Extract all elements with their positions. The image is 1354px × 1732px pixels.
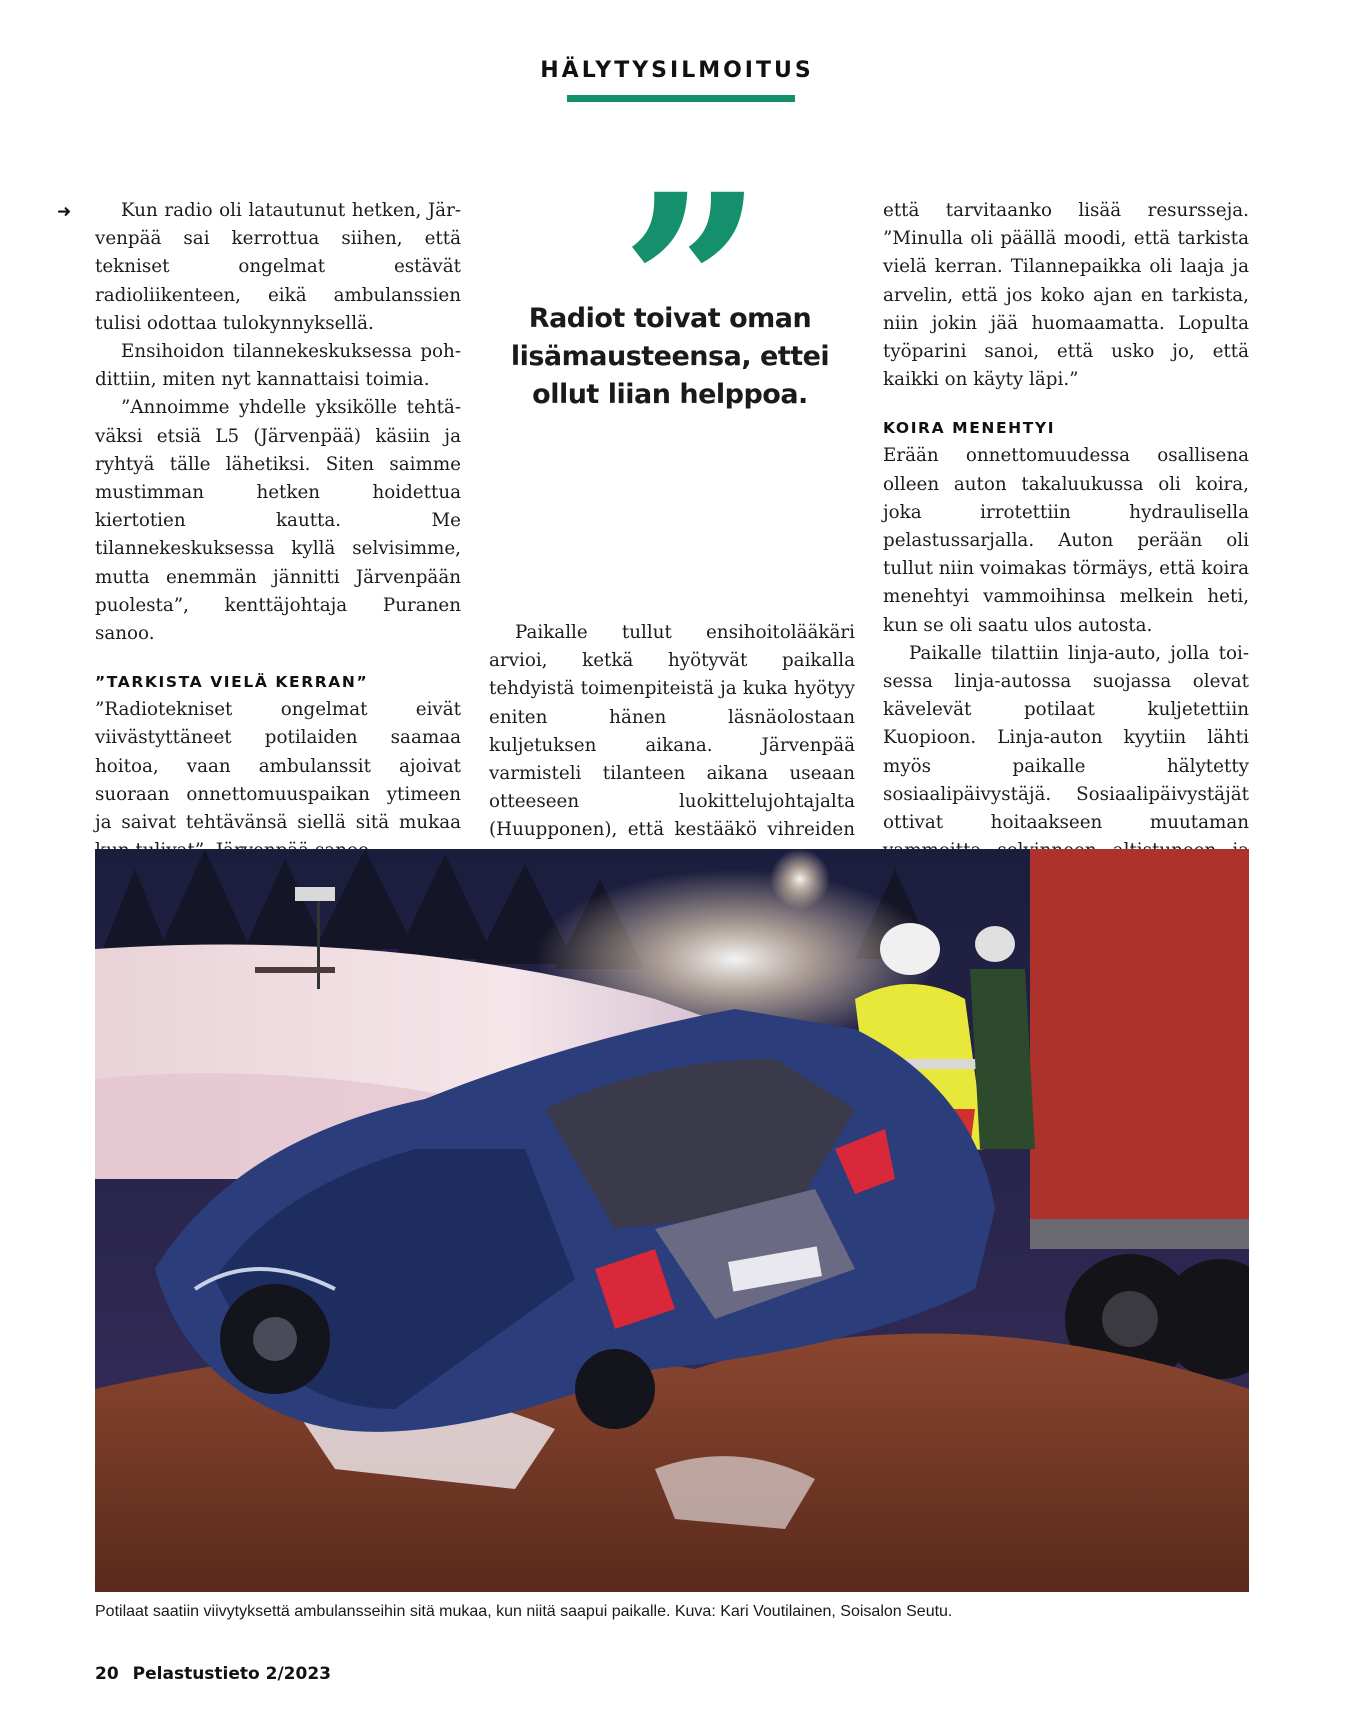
- article-column-2: [489, 619, 855, 873]
- paragraph: että tarvitaanko lisää resursseja. ”Minulla oli päällä moodi, että tarkista vielä kerran. Tilannepaikka oli laaja ja arvelin, että jos koko ajan en tarkista, niin jokin jää huomaamatta. Lopulta työparini sanoi, että usko jo, että kaikki on käyty läpi.”: [883, 200, 1249, 391]
- article-column-1: [95, 197, 461, 865]
- publication-name: Pelastustieto 2/2023: [132, 1664, 331, 1684]
- pull-quote: Radiot toivat oman lisämausteensa, ettei ollut liian helppoa.: [510, 303, 830, 410]
- paragraph: ”Annoimme yhdelle yksikölle tehtäväksi etsiä L5 (Järvenpää) käsiin ja ryhtyä tälle lähetiksi. Siten saimme mustimman hetken hoidettua kiertotien kautta. Me tilannekeskuksessa kyllä selvisimme, mutta enemmän jännitti Järvenpään puolesta”, kenttäjohtaja Puranen sanoo.: [95, 397, 461, 645]
- photo-caption: Potilaat saatiin viivytyksettä ambulansseihin sitä mukaa, kun niitä saapui paikalle. Kuva: Kari Voutilainen, Soisalon Seutu.: [95, 1603, 953, 1620]
- paragraph: ”Radiotekniset ongelmat eivät viivästyttäneet potilaiden saamaa hoitoa, vaan ambulanssit ajoivat suoraan onnettomuuspaikan ytimeen ja saivat tehtävänsä siellä sitä mukaa: [95, 699, 461, 834]
- paragraph: Erään onnettomuudessa osallisena olleen auton takaluukussa oli koira, joka irrotettiin hydraulisella pelastussarjalla. Auton perään oli tullut niin voimakas törmäys, että koira menehtyi vammoihinsa melkein heti, kun se oli saatu ulos autosta.: [883, 445, 1249, 636]
- subheading: KOIRA MENEHTYI: [883, 419, 1056, 438]
- paragraph: Kun radio oli latautunut hetken, Järvenpää sai kerrottua siihen, että tekniset ongelmat estävät radioliikenteen, eikä ambulanssien tulisi odottaa tulokynnyksellä.: [95, 200, 461, 334]
- paragraph: Paikalle tullut ensihoitolääkäri arvioi, ketkä hyötyvät paikalla tehdyistä toimenpiteistä ja kuka hyötyy eniten hänen läsnäolostaan kuljetuksen aikana. Järvenpää varmisteli tilanteen aikana useaan otteeseen luokittelujohtajalta (Huupponen), että kestääkö vihreiden: [489, 622, 855, 841]
- page-footer: [95, 1664, 331, 1684]
- subheading: ”TARKISTA VIELÄ KERRAN”: [95, 673, 369, 692]
- section-title: HÄLYTYSILMOITUS: [540, 58, 814, 83]
- section-title-underline: [567, 95, 795, 102]
- accident-scene-photo: [95, 849, 1249, 1592]
- paragraph: Ensihoidon tilannekeskuksessa pohdittiin, miten nyt kannattaisi toimia.: [95, 341, 461, 391]
- quote-mark-icon: [620, 186, 764, 296]
- page-number: 20: [95, 1664, 119, 1684]
- article-column-3: [883, 197, 1249, 894]
- right-arrow-icon: ➜: [57, 202, 72, 222]
- paragraph: Paikalle tilattiin linja-auto, jolla toisessa linja-autossa suojassa olevat kävelevät potilaat kuljetettiin Kuopioon. Linja-auton kyytiin lähti myös paikalle hälytetty sosiaalipäivystäjä. Sosiaalipäivystäjät ottivat hoitaakseen muutaman: [883, 640, 1249, 894]
